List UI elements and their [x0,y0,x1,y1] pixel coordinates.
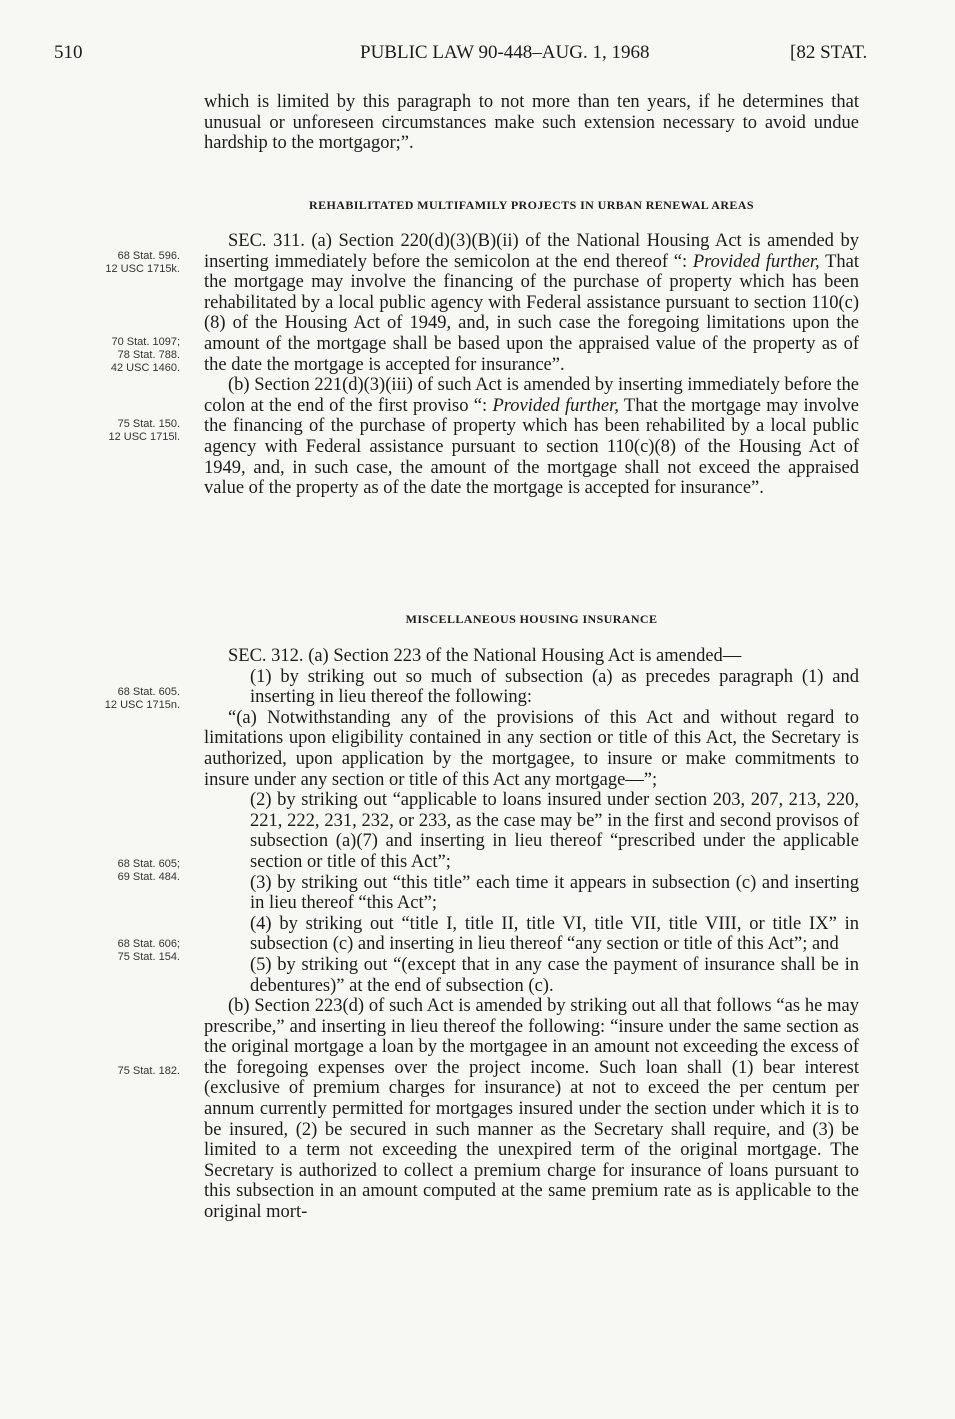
margin-note-line: 69 Stat. 484. [117,871,180,883]
section-312-quote-a: “(a) Notwithstanding any of the provisions of this Act and without regard to limitations upon eligibility contained in any section or title of this Act, the Secretary is authorized, upon application by the mortgagee, to insure or make commitments to insure under any section or title of this Act any mortgage—”; [204,707,859,790]
margin-note-line: 12 USC 1715l. [108,431,180,443]
margin-note-line: 12 USC 1715k. [105,263,180,275]
paragraph-text: (b) Section 221(d)(3)(iii) of such Act is amended by inserting immediately before the colon at the end of the first proviso “: [204,375,859,416]
margin-note-line: 68 Stat. 605. [117,686,180,698]
margin-note [40,418,180,444]
paragraph-text: which is limited by this paragraph to not more than ten years, if he determines that unusual or unforeseen circumstances make such extension necessary to avoid undue hardship to the mortgagor;”. [204,92,859,154]
section-312-item-2: (2) by striking out “applicable to loans insured under section 203, 207, 213, 220, 221, 222, 231, 232, or 233, as the case may be” in the first and second provisos of subsection (a)(7) and inserting in lieu thereof “prescribed under the applicable section or title of this Act”; [250,790,859,872]
section-311 [204,231,859,499]
paragraph-text: That the mortgage may involve the financing of the purchase of property which has been rehabilitated by a local public agency with Federal assistance pursuant to section 110(c)(8) of the Housing Act of 1949, and, in such case the foregoing limitations upon the amount of the mortgage shall be based upon the appraised value of the property as of the date the mortgage is accepted for insurance”. [204,251,859,375]
section-312-item-3: (3) by striking out “this title” each time it appears in subsection (c) and inserting in lieu thereof “this Act”; [250,872,859,914]
section-label: SEC. 311. [228,231,305,251]
margin-note [40,336,180,375]
margin-note [40,1065,180,1078]
page-number: 510 [54,42,83,63]
margin-note-line: 68 Stat. 605; [117,858,180,870]
paragraph-text: That the mortgage may involve the financing of the purchase of property which has been rehabilited by a local public agency with Federal assistance pursuant to section 110(c)(8) of the Housing Act of 1949, and, in such case, the amount of the mortgage shall not exceed the appraised value of the property as of the date the mortgage is accepted for insurance”. [204,395,859,499]
section-312 [204,646,859,1223]
margin-note-line: 75 Stat. 150. [117,418,180,430]
margin-note-line: 70 Stat. 1097; [111,336,180,348]
section-312-item-1: (1) by striking out so much of subsection (a) as precedes paragraph (1) and inserting in lieu thereof the following: [250,666,859,708]
stat-reference: [82 STAT. [790,42,868,63]
margin-note-line: 75 Stat. 154. [117,951,180,963]
section-heading-rehabilitated: REHABILITATED MULTIFAMILY PROJECTS IN URBAN RENEWAL AREAS [309,198,754,212]
section-312-item-4: (4) by striking out “title I, title II, title VI, title VII, title VIII, or title IX” in subsection (c) and inserting in lieu thereof “any section or title of this Act”; and [250,913,859,955]
margin-note [40,938,180,964]
margin-note-line: 78 Stat. 788. [117,349,180,361]
running-title: PUBLIC LAW 90-448–AUG. 1, 1968 [360,42,650,63]
italic-proviso: Provided further, [492,395,619,416]
section-311-b [204,375,859,499]
section-312-b: (b) Section 223(d) of such Act is amended by striking out all that follows “as he may prescribe,” and inserting in lieu thereof the following: “insure under the same section as the original mortgage a loan by the mortgagee in an amount not exceeding the excess of the foregoing expenses over the project income. Such loan shall (1) bear interest (exclusive of premium charges for insurance) at not to exceed the per centum per annum currently permitted for mortgages insured under the section under which it is to be insured, (2) be secured in such manner as the Secretary shall require, and (3) be limited to a term not exceeding the unexpired term of the original mortgage. The Secretary is authorized to collect a premium charge for insurance of loans pursuant to this subsection in an amount computed at the same premium rate as is applicable to the original mort- [204,996,859,1223]
margin-note [40,250,180,276]
continued-paragraph [204,92,859,154]
margin-note [40,858,180,884]
margin-note-line: 68 Stat. 596. [117,250,180,262]
section-312-item-5: (5) by striking out “(except that in any case the payment of insurance shall be in debentures)” at the end of subsection (c). [250,954,859,996]
paragraph-text: (a) Section 223 of the National Housing Act is amended— [308,646,742,666]
section-312-intro [204,646,859,667]
section-label: SEC. 312. [228,646,304,666]
margin-note-line: 42 USC 1460. [110,362,180,374]
margin-note-line: 75 Stat. 182. [117,1065,180,1077]
section-311-a [204,231,859,375]
paragraph-text: (a) Section 220(d)(3)(B)(ii) of the National Housing Act is amended by inserting immediately before the semicolon at the end thereof “: [204,231,859,272]
margin-note-line: 12 USC 1715n. [104,699,180,711]
margin-note-line: 68 Stat. 606; [117,938,180,950]
section-heading-misc-insurance: MISCELLANEOUS HOUSING INSURANCE [405,612,658,626]
margin-note [40,686,180,712]
italic-proviso: Provided further, [692,251,820,272]
